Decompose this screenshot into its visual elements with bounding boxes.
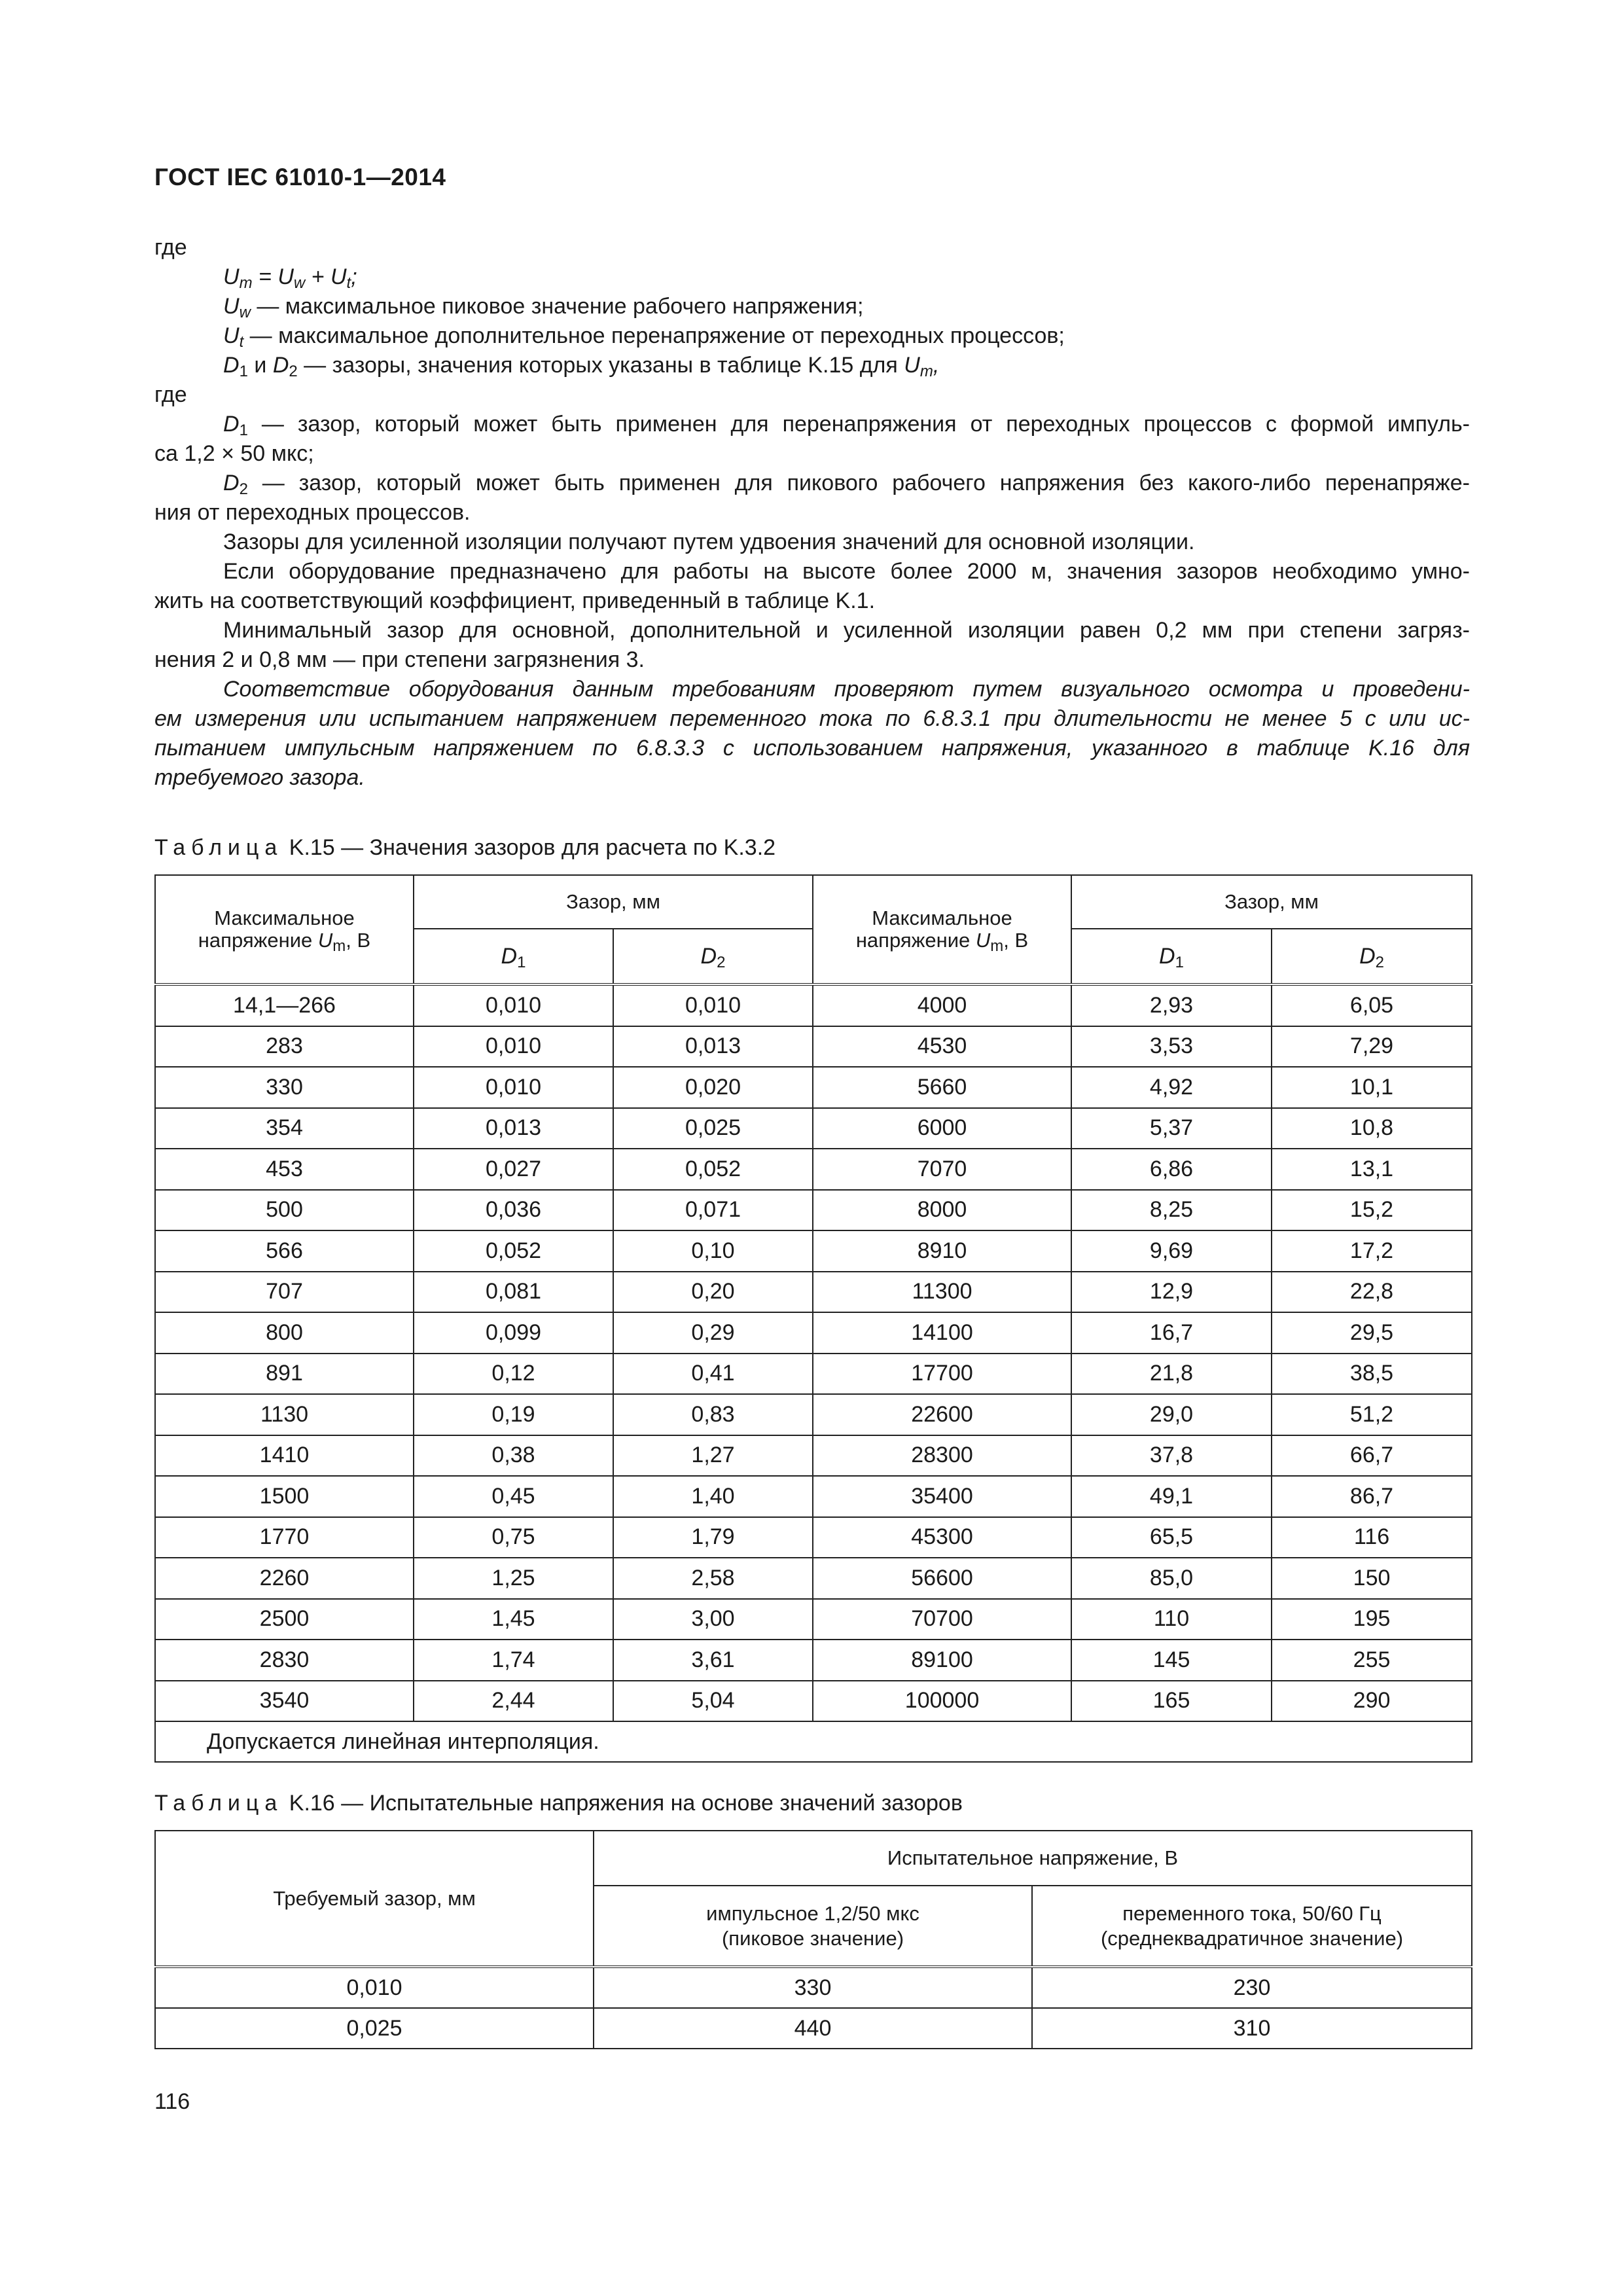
table-cell: 0,081 xyxy=(414,1272,613,1313)
table-cell: 0,025 xyxy=(155,2008,594,2049)
table-cell: 10,1 xyxy=(1272,1067,1472,1108)
table-cell: 0,41 xyxy=(613,1354,813,1395)
table-cell: 10,8 xyxy=(1272,1108,1472,1149)
table-cell: 8000 xyxy=(813,1190,1071,1231)
table-cell: 56600 xyxy=(813,1558,1071,1599)
table-cell: 15,2 xyxy=(1272,1190,1472,1231)
paragraph-minimum-line2: нения 2 и 0,8 мм — при степени загрязнения 3. xyxy=(154,647,645,672)
paragraph-minimum-line1: Минимальный зазор для основной, дополнительной и усиленной изоляции равен 0,2 мм при степени загряз- xyxy=(223,618,1470,643)
definition-d2-line1: $D_2$ — зазор, который может быть применен для пикового рабочего напряжения без какого-либо перенапряже- xyxy=(223,471,1470,498)
table-cell: 85,0 xyxy=(1071,1558,1272,1599)
table-cell: 453 xyxy=(155,1149,414,1190)
table-cell: 1500 xyxy=(155,1476,414,1517)
table-cell: 0,45 xyxy=(414,1476,613,1517)
table-cell: 5,04 xyxy=(613,1681,813,1722)
table-cell: 2500 xyxy=(155,1599,414,1640)
col-header-gap-2: Зазор, мм xyxy=(1071,875,1472,929)
col-header-ac: переменного тока, 50/60 Гц (среднеквадратичное значение) xyxy=(1032,1886,1472,1967)
definition-d2-line2: ния от переходных процессов. xyxy=(154,500,471,525)
table-cell: 0,12 xyxy=(414,1354,613,1395)
col-header-d1: $D_1$ xyxy=(414,929,613,984)
table-cell: 89100 xyxy=(813,1640,1071,1681)
paragraph-compliance-line3: пытанием импульсным напряжением по 6.8.3.3 с использованием напряжения, указанного в таблице K.16 для xyxy=(154,736,1470,761)
table-row xyxy=(155,1067,1472,1108)
table-cell: 3,53 xyxy=(1071,1026,1272,1067)
paragraph-compliance-line2: ем измерения или испытанием напряжением переменного тока по 6.8.3.1 при длительности не менее 5 с или ис- xyxy=(154,706,1470,731)
table-row xyxy=(155,1476,1472,1517)
table-cell: 330 xyxy=(594,1967,1032,2008)
table-cell: 100000 xyxy=(813,1681,1071,1722)
table-cell: 0,020 xyxy=(613,1067,813,1108)
table-cell: 145 xyxy=(1071,1640,1272,1681)
table-cell: 1130 xyxy=(155,1394,414,1435)
table-cell: 0,071 xyxy=(613,1190,813,1231)
col-header-required-gap: Требуемый зазор, мм xyxy=(155,1831,594,1967)
table-cell: 195 xyxy=(1272,1599,1472,1640)
table-cell: 0,83 xyxy=(613,1394,813,1435)
table-cell: 891 xyxy=(155,1354,414,1395)
table-cell: 255 xyxy=(1272,1640,1472,1681)
table-cell: 230 xyxy=(1032,1967,1472,2008)
table-cell: 500 xyxy=(155,1190,414,1231)
table16-caption: Таблица K.16 — Испытательные напряжения на основе значений зазоров xyxy=(154,1791,963,1816)
table-cell: 0,036 xyxy=(414,1190,613,1231)
table-cell: 2260 xyxy=(155,1558,414,1599)
col-header-max-voltage-2: Максимальное напряжение $U_m$, В xyxy=(813,875,1071,984)
table-cell: 0,025 xyxy=(613,1108,813,1149)
table-cell: 0,010 xyxy=(613,984,813,1026)
table15 xyxy=(154,874,1472,1763)
table-cell: 165 xyxy=(1071,1681,1272,1722)
table-row xyxy=(155,2008,1472,2049)
table-row xyxy=(155,1230,1472,1272)
table-cell: 2,58 xyxy=(613,1558,813,1599)
col-header-test-voltage: Испытательное напряжение, В xyxy=(594,1831,1472,1886)
table-cell: 51,2 xyxy=(1272,1394,1472,1435)
table-cell: 6,05 xyxy=(1272,984,1472,1026)
where-label-1: где xyxy=(154,235,187,260)
table16 xyxy=(154,1830,1472,2049)
table-cell: 4,92 xyxy=(1071,1067,1272,1108)
paragraph-compliance-line4: требуемого зазора. xyxy=(154,765,365,790)
table-cell: 0,010 xyxy=(155,1967,594,2008)
table-cell: 2,44 xyxy=(414,1681,613,1722)
table-cell: 283 xyxy=(155,1026,414,1067)
paragraph-altitude-line2: жить на соответствующий коэффициент, приведенный в таблице K.1. xyxy=(154,588,876,613)
table-cell: 4000 xyxy=(813,984,1071,1026)
table-cell: 22600 xyxy=(813,1394,1071,1435)
table-cell: 49,1 xyxy=(1071,1476,1272,1517)
table-cell: 110 xyxy=(1071,1599,1272,1640)
table-cell: 38,5 xyxy=(1272,1354,1472,1395)
table-cell: 13,1 xyxy=(1272,1149,1472,1190)
table-row xyxy=(155,1149,1472,1190)
table-cell: 330 xyxy=(155,1067,414,1108)
table-cell: 354 xyxy=(155,1108,414,1149)
table-cell: 14100 xyxy=(813,1312,1071,1354)
table-cell: 4530 xyxy=(813,1026,1071,1067)
table-row xyxy=(155,1517,1472,1558)
definition-d1-d2: $D_1$ и $D_2$ — зазоры, значения которых указаны в таблице K.15 для $U_m$, xyxy=(223,353,940,380)
table-cell: 11300 xyxy=(813,1272,1071,1313)
table-cell: 0,10 xyxy=(613,1230,813,1272)
table-cell: 0,013 xyxy=(613,1026,813,1067)
table-cell: 70700 xyxy=(813,1599,1071,1640)
table-row xyxy=(155,984,1472,1026)
table-cell: 17,2 xyxy=(1272,1230,1472,1272)
table-cell: 1,25 xyxy=(414,1558,613,1599)
table-cell: 0,75 xyxy=(414,1517,613,1558)
paragraph-compliance-line1: Соответствие оборудования данным требованиям проверяют путем визуального осмотра и проведени- xyxy=(223,677,1470,702)
table-cell: 14,1—266 xyxy=(155,984,414,1026)
table-cell: 0,19 xyxy=(414,1394,613,1435)
table-row xyxy=(155,1967,1472,2008)
table-cell: 0,010 xyxy=(414,984,613,1026)
definition-um: $U_m = U_w + U_t$; xyxy=(223,264,357,292)
table-row xyxy=(155,1599,1472,1640)
table-cell: 1,79 xyxy=(613,1517,813,1558)
table-cell: 8,25 xyxy=(1071,1190,1272,1231)
table-row xyxy=(155,1312,1472,1354)
table-cell: 6000 xyxy=(813,1108,1071,1149)
table-cell: 0,052 xyxy=(414,1230,613,1272)
table-cell: 17700 xyxy=(813,1354,1071,1395)
definition-d1-line1: $D_1$ — зазор, который может быть применен для перенапряжения от переходных процессов с формой импуль- xyxy=(223,412,1470,439)
table-cell: 29,5 xyxy=(1272,1312,1472,1354)
table-cell: 0,099 xyxy=(414,1312,613,1354)
document-header: ГОСТ IEC 61010-1—2014 xyxy=(154,164,446,190)
table-cell: 0,052 xyxy=(613,1149,813,1190)
table-cell: 1,40 xyxy=(613,1476,813,1517)
table-cell: 29,0 xyxy=(1071,1394,1272,1435)
table-cell: 3540 xyxy=(155,1681,414,1722)
table-row xyxy=(155,1681,1472,1722)
table-cell: 1,27 xyxy=(613,1435,813,1477)
table-cell: 116 xyxy=(1272,1517,1472,1558)
table-cell: 0,010 xyxy=(414,1026,613,1067)
table-cell: 800 xyxy=(155,1312,414,1354)
table-cell: 2,93 xyxy=(1071,984,1272,1026)
table-cell: 0,010 xyxy=(414,1067,613,1108)
definition-ut: $U_t$ — максимальное дополнительное перенапряжение от переходных процессов; xyxy=(223,323,1065,351)
table-cell: 37,8 xyxy=(1071,1435,1272,1477)
table-cell: 0,29 xyxy=(613,1312,813,1354)
table-cell: 28300 xyxy=(813,1435,1071,1477)
col-header-d2: $D_2$ xyxy=(613,929,813,984)
table-row xyxy=(155,1640,1472,1681)
table15-note: Допускается линейная интерполяция. xyxy=(155,1721,1472,1762)
definition-d1-line2: са 1,2 × 50 мкс; xyxy=(154,441,314,466)
table-cell: 21,8 xyxy=(1071,1354,1272,1395)
table-cell: 1,74 xyxy=(414,1640,613,1681)
table-cell: 8910 xyxy=(813,1230,1071,1272)
table-cell: 440 xyxy=(594,2008,1032,2049)
paragraph-reinforced: Зазоры для усиленной изоляции получают путем удвоения значений для основной изоляции. xyxy=(223,529,1195,554)
table-cell: 0,38 xyxy=(414,1435,613,1477)
table-cell: 16,7 xyxy=(1071,1312,1272,1354)
table-cell: 6,86 xyxy=(1071,1149,1272,1190)
table-cell: 1770 xyxy=(155,1517,414,1558)
table-cell: 2830 xyxy=(155,1640,414,1681)
table-cell: 566 xyxy=(155,1230,414,1272)
table-cell: 12,9 xyxy=(1071,1272,1272,1313)
table-row xyxy=(155,1190,1472,1231)
table-cell: 1410 xyxy=(155,1435,414,1477)
table-cell: 150 xyxy=(1272,1558,1472,1599)
where-label-2: где xyxy=(154,382,187,407)
table-cell: 310 xyxy=(1032,2008,1472,2049)
table-cell: 7070 xyxy=(813,1149,1071,1190)
table-cell: 0,013 xyxy=(414,1108,613,1149)
table-cell: 0,20 xyxy=(613,1272,813,1313)
table-cell: 0,027 xyxy=(414,1149,613,1190)
table-cell: 5660 xyxy=(813,1067,1071,1108)
table-cell: 3,61 xyxy=(613,1640,813,1681)
table-row xyxy=(155,1354,1472,1395)
table-cell: 707 xyxy=(155,1272,414,1313)
table-cell: 86,7 xyxy=(1272,1476,1472,1517)
table-cell: 290 xyxy=(1272,1681,1472,1722)
table-cell: 65,5 xyxy=(1071,1517,1272,1558)
table-row xyxy=(155,1558,1472,1599)
table-cell: 45300 xyxy=(813,1517,1071,1558)
paragraph-altitude-line1: Если оборудование предназначено для работы на высоте более 2000 м, значения зазоров необходимо умно- xyxy=(223,559,1470,584)
page-number: 116 xyxy=(154,2089,190,2114)
table-cell: 7,29 xyxy=(1272,1026,1472,1067)
table-row xyxy=(155,1108,1472,1149)
col-header-impulse: импульсное 1,2/50 мкс (пиковое значение) xyxy=(594,1886,1032,1967)
table-row xyxy=(155,1272,1472,1313)
table-cell: 3,00 xyxy=(613,1599,813,1640)
body-text xyxy=(154,233,1470,793)
col-header-max-voltage: Максимальное напряжение $U_m$, В xyxy=(155,875,414,984)
table-cell: 66,7 xyxy=(1272,1435,1472,1477)
table-cell: 35400 xyxy=(813,1476,1071,1517)
table-row xyxy=(155,1394,1472,1435)
col-header-d1-2: $D_1$ xyxy=(1071,929,1272,984)
table15-caption: Таблица K.15 — Значения зазоров для расчета по K.3.2 xyxy=(154,835,776,860)
table-row xyxy=(155,1026,1472,1067)
col-header-gap: Зазор, мм xyxy=(414,875,813,929)
table-cell: 1,45 xyxy=(414,1599,613,1640)
table-cell: 22,8 xyxy=(1272,1272,1472,1313)
table-cell: 9,69 xyxy=(1071,1230,1272,1272)
table-row xyxy=(155,1435,1472,1477)
col-header-d2-2: $D_2$ xyxy=(1272,929,1472,984)
definition-uw: $U_w$ — максимальное пиковое значение рабочего напряжения; xyxy=(223,294,864,321)
table-cell: 5,37 xyxy=(1071,1108,1272,1149)
